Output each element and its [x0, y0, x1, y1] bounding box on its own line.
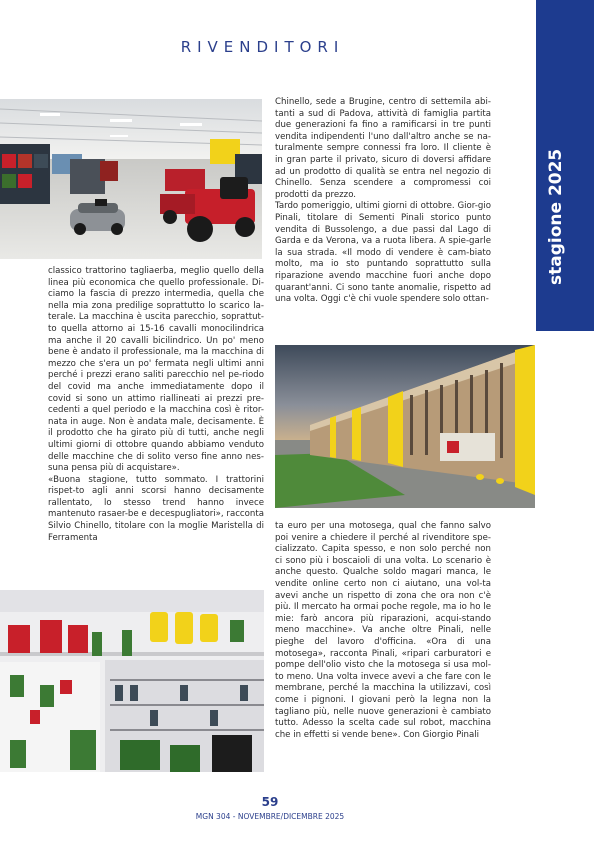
paragraph: classico trattorino tagliaerba, meglio quello della linea più economica che quello professionale. Di-ciamo la fascia di prezzo intermedia, quella che nella mia zona predilige soprattutto lo scarico la-terale. La macchina è uscita parecchio, soprattut-to quella attorno ai 15-16 cavalli monocilindrica ma anche il 20 cavalli bicilindrico. Un po' meno bene è andato il professionale, ma la macchina di mezzo che s'era un po' fermata negli ultimi anni perché i prezzi erano saliti parecchio nel pe-riodo del covid ma anche immediatamente dopo il covid si sono un attimo riallineati ai prezzi pre-cedenti a quel periodo e la macchina così è ritor-nata in auge. Non è andata male, decisamente. È il prodotto che ha girato più di tutti, anche negli ultimi giorni di ottobre quando abbiamo venduto delle macchine che di solito verso fine anno nes-suna pensa più di acquistare». [48, 266, 264, 474]
side-tab [536, 0, 594, 331]
text-column-left [48, 266, 264, 584]
text-column-right-bottom [275, 521, 491, 785]
text-column-right-top [275, 97, 491, 329]
store-interior-photo [0, 590, 264, 772]
paragraph: «Buona stagione, tutto sommato. I trattorini rispet-to agli anni scorsi hanno decisamente rallentato, lo stesso trend hanno invece mantenuto rasaer-be e decespugliatori», racconta Silvio Chinello, titolare con la moglie Maristella di Ferramenta [48, 474, 264, 543]
showroom-photo [0, 99, 262, 259]
store-exterior-photo [275, 345, 535, 508]
side-tab-label: stagione 2025 [546, 148, 566, 285]
page-number: 59 [261, 795, 279, 809]
paragraph: Chinello, sede a Brugine, centro di settemila abi-tanti a sud di Padova, attività di famiglia partita due generazioni fa fino a ramificarsi in tre punti vendita indipendenti l'uno dall'altro anche se na-turalmente sempre connessi fra loro. Il cliente è in gran parte il privato, sicuro di doversi affidare ad un prodotto di qualità se entra nel negozio di Chinello. Senza scendere a compromessi coi prodotti da prezzo. [275, 97, 491, 200]
paragraph: ta euro per una motosega, qual che fanno salvo poi venire a chiedere il perché al rivenditore spe-cializzato. Capita spesso, e non solo perché non ci sono più i boscaioli di una volta. Lo scenario è anche questo. Qualche soldo magari manca, le vendite online certo non ci aiutano, una vol-ta avevi anche un rispetto di zona che ora non c'è più. Il mercato ha ormai poche regole, ma io ho le mie: farò ancora più riparazioni, acqui-stando meno macchine». Va anche oltre Pinali, nelle pieghe del lavoro d'officina. «Ora di una motosega», racconta Pinali, «ripari carburatori e pompe dell'olio visto che la motosega si usa mol-to meno. Una volta invece avevi a che fare con le membrane, perché la macchina la utilizzavi, così come i pignoni. I giovani però la legna non la tagliano più, nelle nuove generazioni è cambiato tutto. Adesso la scelta cade sul robot, macchina che in effetti si vende bene». Con Giorgio Pinali [275, 521, 491, 740]
issue-label: MGN 304 - NOVEMBRE/DICEMBRE 2025 [195, 812, 345, 821]
paragraph: Tardo pomeriggio, ultimi giorni di ottobre. Gior-gio Pinali, titolare di Sementi Pinali storico punto vendita di Bussolengo, a due passi dal Lago di Garda e da Verona, va a ruota libera. A spie-garle la sua strada. «Il modo di vendere è cam-biato molto, ma io sto puntando soprattutto sulla riparazione avendo macchine fuori anche dopo quarant'anni. Ci sono tante anomalie, rispetto ad una volta. Oggi c'è chi vuole spendere solo ottan- [275, 201, 491, 305]
section-title: RIVENDITORI [180, 38, 345, 56]
